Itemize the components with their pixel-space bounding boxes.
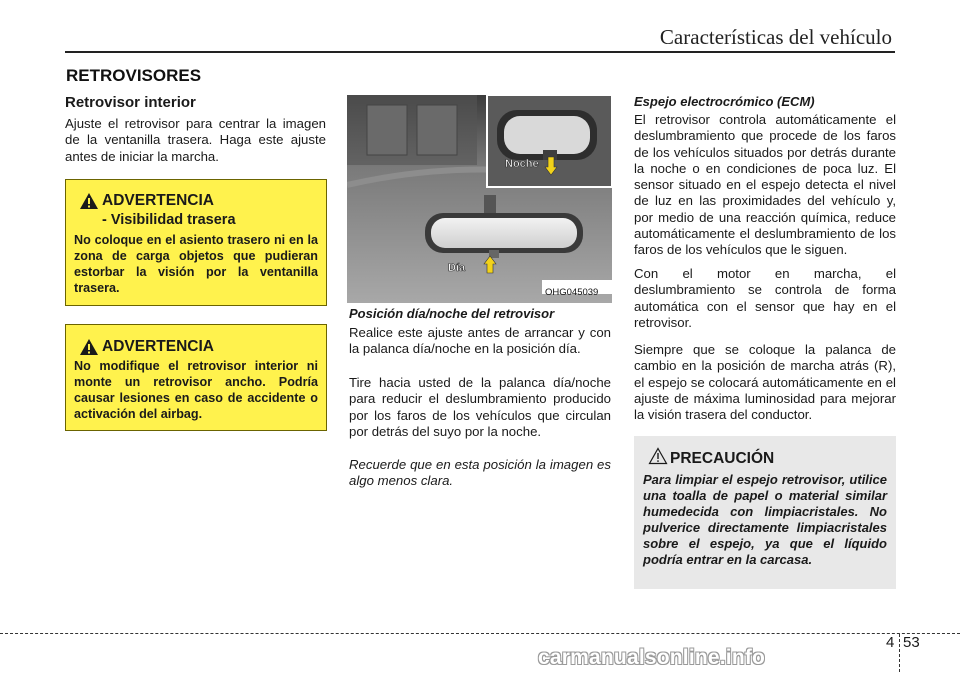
watermark: carmanualsonline.info (538, 646, 766, 669)
caution-triangle-icon (648, 447, 668, 465)
paragraph: Tire hacia usted de la palanca día/noche para reducir el deslumbramiento producido por los faros de los vehículos que circulan por detrás del suyo por la noche. (349, 375, 611, 439)
warning-subtitle: - Visibilidad trasera (102, 212, 236, 228)
warning-body: No coloque en el asiento trasero ni en la zona de carga objetos que pudieran estorbar la visión por la ventanilla trasera. (74, 233, 318, 295)
warning-body: No modifique el retrovisor interior ni monte un retrovisor ancho. Podría causar lesiones en caso de accidente o activación del airbag. (74, 359, 318, 421)
figure-id: OHG045039 (545, 287, 599, 298)
footer-rule (0, 633, 960, 634)
note-paragraph: Recuerde que en esta posición la imagen es algo menos clara. (349, 457, 611, 489)
subsection-heading: Espejo electrocrómico (ECM) (634, 94, 815, 109)
paragraph: Realice este ajuste antes de arrancar y con la palanca día/noche en la posición día. (349, 325, 611, 357)
warning-triangle-icon (79, 338, 99, 356)
page-number: 53 (903, 634, 920, 651)
page-separator (899, 634, 900, 672)
section-title: RETROVISORES (66, 66, 202, 85)
header-rule (65, 51, 895, 53)
chapter-number: 4 (886, 634, 895, 651)
caution-body: Para limpiar el espejo retrovisor, utilice una toalla de papel o material similar humedecida con limpiacristales. No pulverice directamente limpiacristales sobre el espejo, ya que el líquido podría entrar en la carcasa. (643, 472, 887, 567)
warning-title: ADVERTENCIA (102, 192, 214, 209)
label-night: Noche (505, 158, 539, 170)
paragraph: El retrovisor controla automáticamente el deslumbramiento que procede de los faros de los vehículos situados por detrás durante la noche o en condiciones de poca luz. El sensor situado en el espejo detecta el nivel de luz en las proximidades del vehículo y, por medio de una reacción química, reduce automáticamente el deslumbramiento de los faros de los vehículos que le siguen. (634, 112, 896, 258)
paragraph: Con el motor en marcha, el deslumbramiento se controla de forma automática con el sensor que hay en el retrovisor. (634, 266, 896, 330)
warning-triangle-icon (79, 192, 99, 210)
label-day: Día (448, 262, 466, 274)
warning-title: ADVERTENCIA (102, 338, 214, 355)
paragraph: Siempre que se coloque la palanca de cambio en la posición de marcha atrás (R), el espejo se colocará automáticamente en el ajuste de máxima luminosidad para mejorar la visión trasera del conductor. (634, 342, 896, 423)
mirror-photo (347, 95, 612, 303)
running-header: Características del vehículo (659, 25, 892, 49)
subsection-heading: Retrovisor interior (65, 94, 196, 111)
figure-caption: Posición día/noche del retrovisor (349, 306, 555, 321)
intro-paragraph: Ajuste el retrovisor para centrar la imagen de la ventanilla trasera. Haga este ajuste antes de iniciar la marcha. (65, 116, 326, 164)
caution-title: PRECAUCIÓN (670, 450, 775, 467)
